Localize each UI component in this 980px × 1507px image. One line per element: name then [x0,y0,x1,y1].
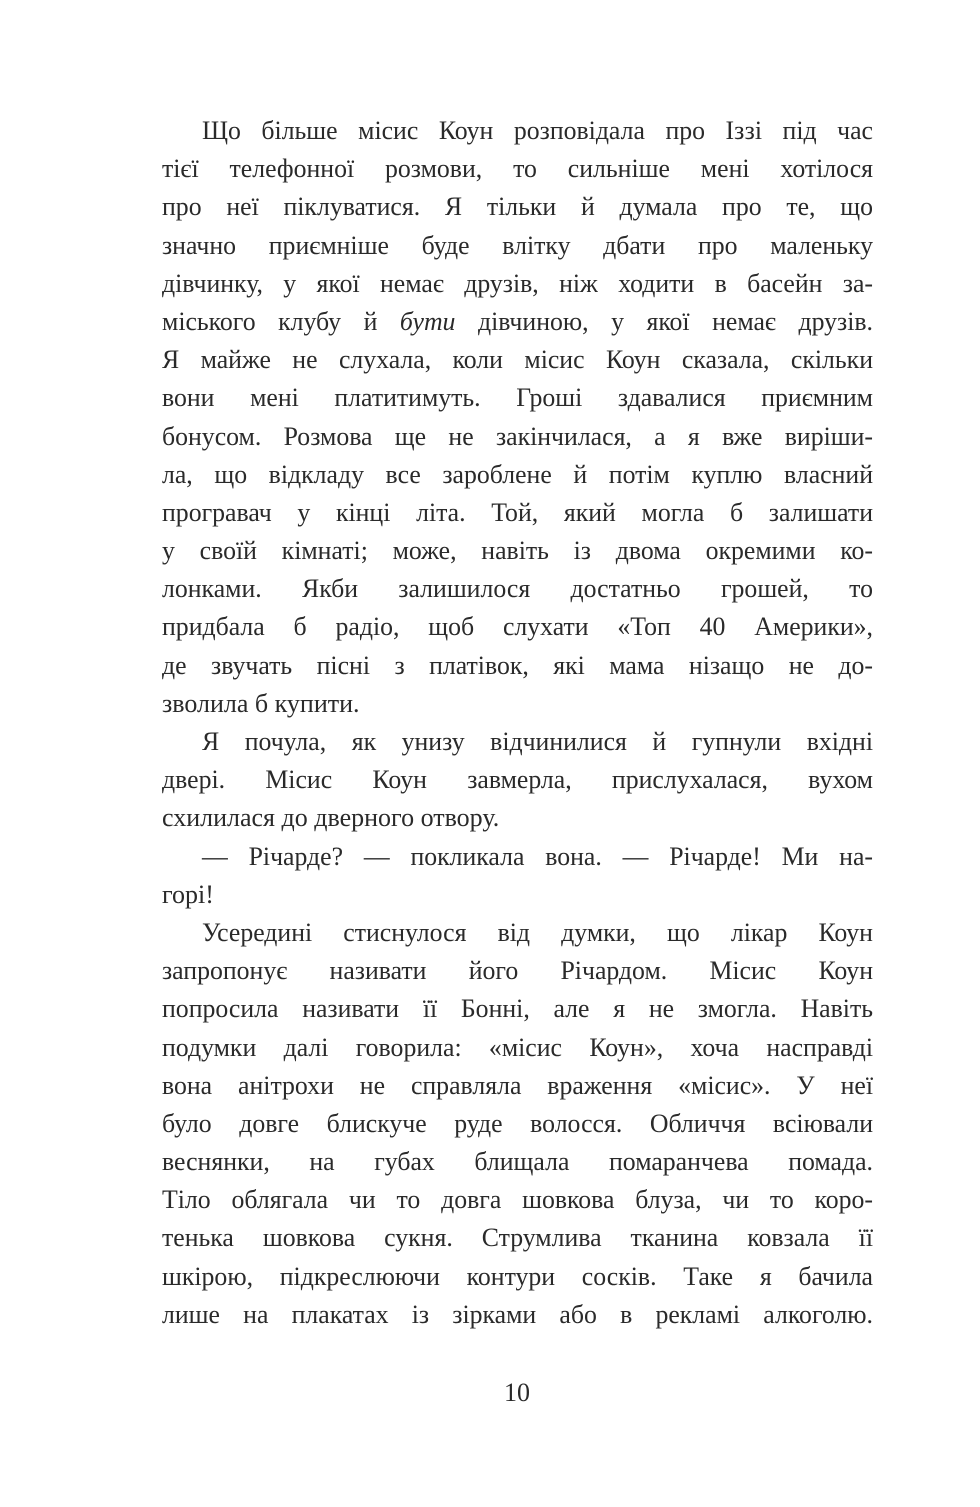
text-line [162,303,873,341]
line-text: вони мені платитимуть. Гроші здавалися приємним [162,383,873,413]
line-text: лише на плакатах із зірками або в рекламі алкоголю. [162,1299,873,1329]
text-line [162,341,873,379]
line-text: — Річарде? — покликала вона. — Річарде! Ми на- [201,841,873,871]
text-line [162,1067,873,1105]
line-text: зволила б купити. [162,688,360,718]
text-line [162,1181,873,1219]
text-line [162,379,873,417]
text-line [162,1143,873,1181]
line-text: дівчинку, у якої немає друзів, ніж ходити в басейн за- [162,268,873,298]
paragraph-first-line [162,112,873,150]
text-line [162,876,873,914]
text-line [162,685,873,723]
text-line [162,1105,873,1143]
text-line [162,1258,873,1296]
italic-emphasis: бути [399,306,456,336]
line-text: схилилася до дверного отвору. [162,803,500,833]
body-text [162,112,873,1334]
line-text: бонусом. Розмова ще не закінчилася, а я вже виріши- [162,421,873,451]
line-text: тієї телефонної розмови, то сильніше мені хотілося [162,154,873,184]
text-line [162,150,873,188]
line-text: подумки далі говорила: «місис Коун», хоча насправді [162,1032,873,1062]
text-line [162,1029,873,1067]
page-number: 10 [504,1378,530,1407]
line-text: придбала б радіо, щоб слухати «Топ 40 Америки», [162,612,873,642]
text-line [162,990,873,1028]
text-line [162,494,873,532]
line-text: Що більше місис Коун розповідала про Іззі під час [201,116,873,145]
line-text-continued: дівчиною, у якої немає друзів. [455,306,873,336]
line-text: значно приємніше буде влітку дбати про маленьку [162,230,873,260]
line-text: міського клубу й [162,306,400,336]
line-text: було довге блискуче руде волосся. Обличчя всіювали [162,1108,873,1138]
line-text: про неї піклуватися. Я тільки й думала про те, що [162,192,873,222]
line-text: веснянки, на губах блищала помаранчева помада. [162,1147,873,1177]
text-line [162,456,873,494]
paragraph-first-line [162,838,873,876]
text-line [162,1296,873,1334]
text-line [162,799,873,837]
text-line [162,608,873,646]
line-text: програвач у кінці літа. Той, який могла б залишати [162,497,873,527]
paragraph-first-line [162,914,873,952]
line-text: лонками. Якби залишилося достатньо грошей, то [162,574,873,604]
line-text: двері. Місис Коун завмерла, прислухалася, вухом [162,765,873,795]
text-line [162,647,873,685]
text-line [162,188,873,226]
line-text: ла, що відкладу все зароблене й потім куплю власний [162,459,873,489]
text-line [162,570,873,608]
text-line [162,265,873,303]
paragraph-first-line [162,723,873,761]
line-text: тенька шовкова сукня. Струмлива тканина ковзала її [162,1223,873,1253]
text-line [162,532,873,570]
line-text: вона анітрохи не справляла враження «місис». У неї [162,1070,873,1100]
text-line [162,1219,873,1257]
text-line [162,952,873,990]
line-text: горі! [162,879,214,909]
text-line [162,418,873,456]
text-line [162,761,873,799]
text-line [162,227,873,265]
line-text: у своїй кімнаті; може, навіть із двома окремими ко- [162,536,873,566]
line-text: Усередині стиснулося від думки, що лікар Коун [201,917,873,947]
line-text: де звучать пісні з платівок, які мама нізащо не до- [162,650,873,680]
line-text: Тіло облягала чи то довга шовкова блуза, чи то коро- [162,1185,873,1215]
line-text: шкірою, підкреслюючи контури сосків. Таке я бачила [162,1261,873,1291]
line-text: запропонує називати його Річардом. Місис Коун [162,956,873,986]
line-text: Я почула, як унизу відчинилися й гупнули вхідні [201,727,873,756]
line-text: Я майже не слухала, коли місис Коун сказала, скільки [162,345,873,375]
line-text: попросила називати її Бонні, але я не змогла. Навіть [162,994,873,1024]
